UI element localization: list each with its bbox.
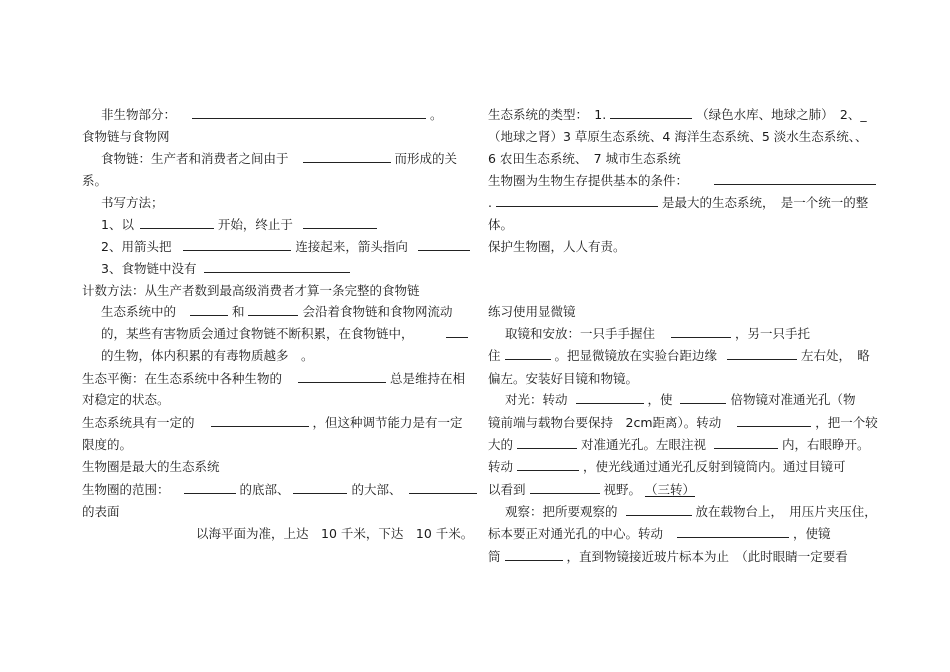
- text: 。把显微镜放在实验台距边缘: [554, 348, 717, 363]
- left-line-12: 的生物，体内积累的有毒物质越多 。: [101, 348, 314, 363]
- right-line-19: [488, 548, 848, 566]
- right-line-12: [505, 391, 855, 409]
- text: 镜前端与载物台要保持 2cm距离）。转动: [488, 415, 722, 430]
- text: 倍物镜对准通光孔（物: [730, 392, 856, 407]
- left-line-15: [82, 414, 463, 432]
- right-line-15: [488, 458, 846, 476]
- fill-blank[interactable]: [517, 458, 579, 471]
- fill-blank[interactable]: [190, 303, 228, 316]
- text: 开始，终止于: [217, 217, 293, 232]
- fill-blank[interactable]: [680, 391, 726, 404]
- text: ，使: [647, 392, 673, 407]
- text: 大的: [488, 437, 514, 452]
- text: 生物圈为生物生存提供基本的条件：: [488, 173, 689, 188]
- left-line-19: 的表面: [82, 504, 120, 519]
- fill-blank[interactable]: [192, 106, 426, 119]
- right-line-17: [505, 503, 877, 521]
- text: 2、用箭头把: [101, 239, 172, 254]
- right-line-13: [488, 414, 878, 432]
- fill-blank[interactable]: [409, 481, 477, 494]
- text: 连接起来，箭头指向: [295, 239, 408, 254]
- text: 生态系统的类型： 1.: [488, 107, 607, 122]
- fill-blank[interactable]: [610, 106, 692, 119]
- left-line-9: 计数方法：从生产者数到最高级消费者才算一条完整的食物链: [82, 283, 420, 298]
- text: 总是维持在相: [389, 371, 465, 386]
- fill-blank[interactable]: [505, 548, 563, 561]
- left-line-14: 对稳定的状态。: [82, 392, 170, 407]
- right-line-10: [488, 347, 870, 365]
- right-line-9: [505, 325, 810, 343]
- text: 的大部、: [351, 482, 402, 497]
- text: 生态平衡：在生态系统中各种生物的: [82, 371, 283, 386]
- fill-blank[interactable]: [303, 150, 391, 163]
- three-turns-note: （三转）: [644, 482, 695, 497]
- text: 转动: [488, 459, 514, 474]
- fill-blank[interactable]: [496, 194, 658, 207]
- right-line-3: 6 农田生态系统、 7 城市生态系统: [488, 151, 681, 166]
- right-line-2: （地球之肾）3 草原生态系统、4 海洋生态系统、5 淡水生态系统、、: [488, 129, 868, 144]
- left-line-1: [101, 106, 443, 124]
- fill-blank[interactable]: [671, 325, 731, 338]
- text: 生态系统具有一定的: [82, 415, 195, 430]
- text: 的，某些有害物质会通过食物链不断积累，在食物链中，: [101, 326, 414, 341]
- text: 观察：把所要观察的: [505, 504, 618, 519]
- section-heading-biosphere: 生物圈是最大的生态系统: [82, 459, 220, 474]
- right-line-6: 体。: [488, 217, 514, 232]
- fill-blank[interactable]: [530, 481, 600, 494]
- text: 1、以: [101, 217, 134, 232]
- text: ，把一个较: [815, 415, 878, 430]
- text: .: [488, 195, 492, 210]
- text: ，使光线通过通光孔反射到镜筒内。通过目镜可: [582, 459, 846, 474]
- fill-blank[interactable]: [727, 347, 797, 360]
- fill-blank[interactable]: [677, 525, 789, 538]
- text: 筒: [488, 549, 501, 564]
- right-line-14: [488, 436, 869, 454]
- fill-blank[interactable]: [517, 436, 577, 449]
- text: 标本要正对通光孔的中心。转动: [488, 526, 664, 541]
- left-line-4: 系。: [82, 173, 108, 188]
- fill-blank[interactable]: [293, 481, 347, 494]
- text: ，另一只手托: [734, 326, 810, 341]
- left-line-11: [101, 325, 468, 343]
- text: 内，右眼睁开。: [781, 437, 870, 452]
- text: 和: [231, 304, 245, 319]
- text: 而形成的关: [394, 151, 457, 166]
- right-line-11: 偏左。安装好目镜和物镜。: [488, 371, 639, 386]
- text: 非生物部分：: [101, 107, 177, 122]
- text: 取镜和安放：一只手手握住: [505, 326, 656, 341]
- text: 食物链：生产者和消费者之间由于: [101, 151, 289, 166]
- left-line-3: [101, 150, 457, 168]
- left-line-13: [82, 370, 465, 388]
- right-line-18: [488, 525, 831, 543]
- text: 住: [488, 348, 501, 363]
- section-heading-food-chain: 食物链与食物网: [82, 129, 170, 144]
- left-line-7: [101, 238, 470, 256]
- fill-blank[interactable]: [418, 238, 470, 251]
- text: 视野。: [603, 482, 641, 497]
- text: 对光：转动: [505, 392, 568, 407]
- fill-blank[interactable]: [248, 303, 298, 316]
- left-line-10: [101, 303, 452, 321]
- fill-blank[interactable]: [140, 216, 214, 229]
- fill-blank[interactable]: [183, 238, 291, 251]
- text: 是最大的生态系统， 是一个统一的整: [661, 195, 869, 210]
- fill-blank[interactable]: [298, 370, 386, 383]
- text: 生态系统中的: [101, 304, 177, 319]
- right-line-7: 保护生物圈，人人有责。: [488, 239, 626, 254]
- text: ，使镜: [792, 526, 831, 541]
- fill-blank[interactable]: [446, 325, 468, 338]
- fill-blank[interactable]: [714, 436, 778, 449]
- text: 左右处， 略: [800, 348, 870, 363]
- right-line-4: [488, 172, 876, 190]
- left-line-18: [82, 481, 477, 499]
- fill-blank[interactable]: [184, 481, 236, 494]
- fill-blank[interactable]: [204, 260, 350, 273]
- text: （绿色水库、地球之肺） 2、_: [696, 107, 867, 122]
- text: 生物圈的范围：: [82, 482, 170, 497]
- text: 对准通光孔。左眼注视: [580, 437, 706, 452]
- text: ，但这种调节能力是有一定: [312, 415, 463, 430]
- text: 以看到: [488, 482, 526, 497]
- section-heading-microscope: 练习使用显微镜: [488, 304, 576, 319]
- fill-blank[interactable]: [714, 172, 876, 185]
- left-line-8: [101, 260, 350, 278]
- left-line-16: 限度的。: [82, 437, 133, 452]
- text: ，直到物镜接近玻片标本为止 （此时眼睛一定要看: [566, 549, 848, 564]
- fill-blank[interactable]: [211, 414, 309, 427]
- fill-blank[interactable]: [576, 391, 644, 404]
- left-line-20: 以海平面为准，上达 10 千米，下达 10 千米。: [196, 526, 474, 541]
- text: 的底部、: [239, 482, 290, 497]
- right-line-5: [488, 194, 868, 212]
- right-line-16: [488, 481, 695, 499]
- fill-blank[interactable]: [303, 216, 377, 229]
- text: 会沿着食物链和食物网流动: [302, 304, 453, 319]
- left-line-5: 书写方法；: [101, 195, 164, 210]
- left-line-6: [101, 216, 377, 234]
- fill-blank[interactable]: [626, 503, 692, 516]
- text: 。: [429, 107, 443, 122]
- text: 放在载物台上， 用压片夹压住，: [695, 504, 877, 519]
- right-line-1: [488, 106, 867, 124]
- fill-blank[interactable]: [737, 414, 811, 427]
- fill-blank[interactable]: [505, 347, 551, 360]
- text: 3、食物链中没有: [101, 261, 197, 276]
